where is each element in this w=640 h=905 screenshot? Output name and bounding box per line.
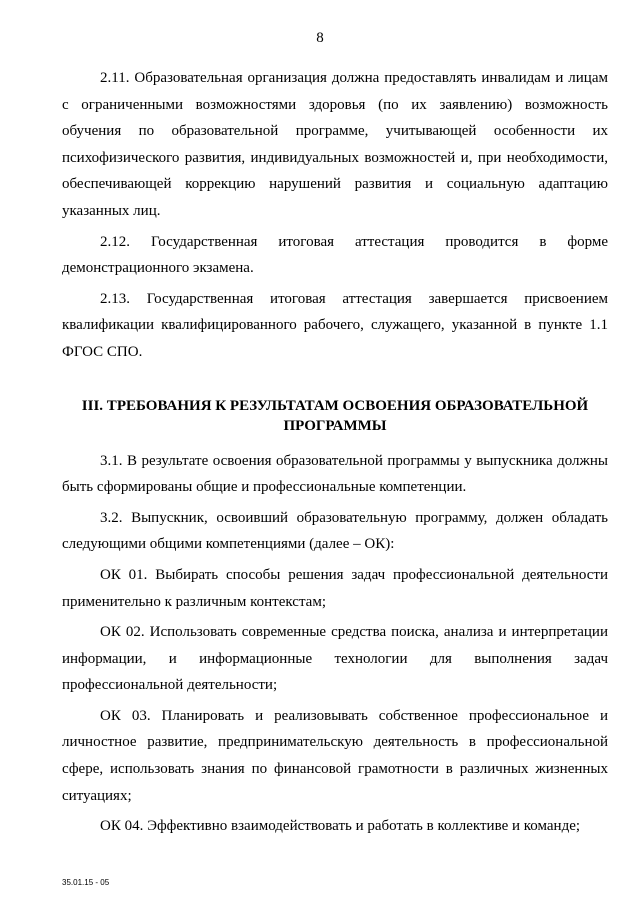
- paragraph-3-1: 3.1. В результате освоения образовательной программы у выпускника должны быть сформированы общие и профессиональные компетенции.: [62, 452, 608, 496]
- competency-ok-02: ОК 02. Использовать современные средства поиска, анализа и интерпретации информации, и информационные технологии для выполнения задач профессиональной деятельности;: [62, 624, 608, 694]
- section-heading-line-2: ПРОГРАММЫ: [283, 417, 387, 434]
- section-heading-line-1: III. ТРЕБОВАНИЯ К РЕЗУЛЬТАТАМ ОСВОЕНИЯ ОБРАЗОВАТЕЛЬНОЙ: [81, 397, 589, 414]
- paragraph-2-12: 2.12. Государственная итоговая аттестация проводится в форме демонстрационного экзамена.: [62, 233, 608, 277]
- page-content: [62, 65, 608, 840]
- paragraph-3-2: 3.2. Выпускник, освоивший образовательную программу, должен обладать следующими общими компетенциями (далее – ОК):: [62, 509, 608, 553]
- competency-ok-04: ОК 04. Эффективно взаимодействовать и работать в коллективе и команде;: [100, 818, 581, 835]
- page-number: 8: [316, 30, 324, 46]
- document-code: 35.01.15 - 05: [62, 878, 110, 887]
- section-heading-iii: [62, 396, 608, 436]
- paragraph-2-13: 2.13. Государственная итоговая аттестация завершается присвоением квалификации квалифицированного рабочего, служащего, указанной в пункте 1.1 ФГОС СПО.: [62, 290, 608, 360]
- competency-ok-03: ОК 03. Планировать и реализовывать собственное профессиональное и личностное развитие, предпринимательскую деятельность в профессиональной сфере, использовать знания по финансовой грамотности в различных жизненных ситуациях;: [62, 707, 608, 804]
- competency-ok-01: ОК 01. Выбирать способы решения задач профессиональной деятельности применительно к различным контекстам;: [62, 566, 608, 610]
- paragraph-2-11: 2.11. Образовательная организация должна предоставлять инвалидам и лицам с ограниченными возможностями здоровья (по их заявлению) возможность обучения по образовательной программе, учитывающей особенности их психофизического развития, индивидуальных возможностей и, при необходимости, обеспечивающей коррекцию нарушений развития и социальную адаптацию указанных лиц.: [62, 70, 608, 219]
